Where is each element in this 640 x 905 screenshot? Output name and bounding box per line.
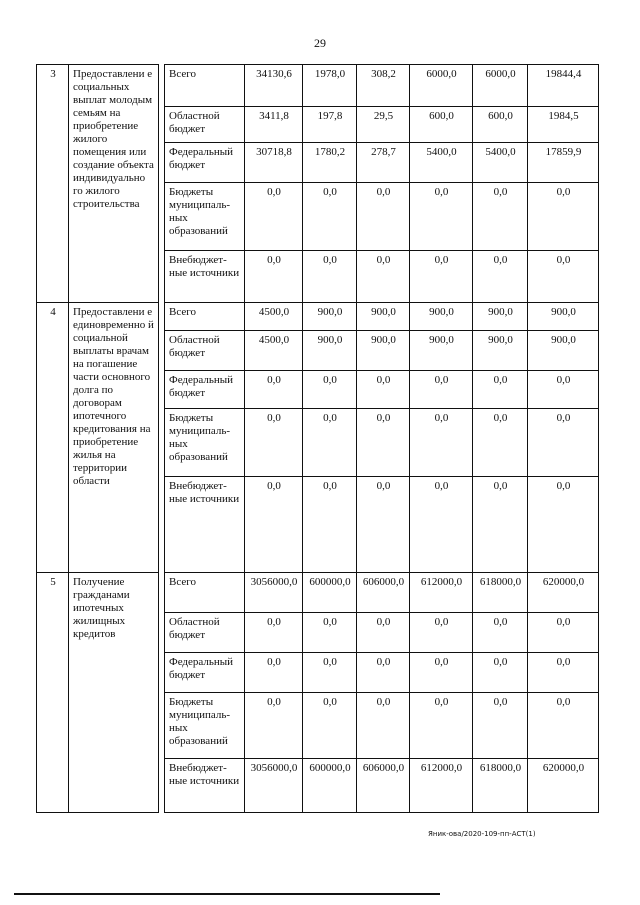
measure-name: Предоставлени е социальных выплат молодым семьям на приобретение жилого помещения или создание объекта индивидуально го жилого строительства [69, 65, 159, 303]
amount-cell: 0,0 [410, 409, 473, 477]
amount-cell: 620000,0 [528, 759, 599, 813]
amount-cell: 3056000,0 [245, 759, 303, 813]
amount-cell: 606000,0 [357, 573, 410, 613]
funding-source: Всего [165, 573, 245, 613]
amount-cell: 0,0 [245, 183, 303, 251]
table-row [37, 573, 599, 613]
amount-cell: 0,0 [357, 477, 410, 573]
amount-cell: 900,0 [357, 303, 410, 331]
amount-cell: 0,0 [357, 653, 410, 693]
amount-cell: 0,0 [357, 371, 410, 409]
funding-source: Внебюджет-ные источники [165, 759, 245, 813]
page-number: 29 [314, 36, 326, 50]
funding-source: Всего [165, 303, 245, 331]
funding-source: Внебюджет-ные источники [165, 477, 245, 573]
amount-cell: 0,0 [245, 653, 303, 693]
amount-cell: 900,0 [357, 331, 410, 371]
amount-cell: 0,0 [357, 183, 410, 251]
amount-cell: 1984,5 [528, 107, 599, 143]
amount-cell: 0,0 [245, 251, 303, 303]
amount-cell: 1780,2 [303, 143, 357, 183]
amount-cell: 0,0 [245, 409, 303, 477]
funding-source: Федеральный бюджет [165, 653, 245, 693]
amount-cell: 618000,0 [473, 573, 528, 613]
amount-cell: 0,0 [528, 409, 599, 477]
amount-cell: 612000,0 [410, 573, 473, 613]
amount-cell: 900,0 [410, 303, 473, 331]
amount-cell: 0,0 [410, 477, 473, 573]
funding-source: Бюджеты муниципаль-ных образований [165, 409, 245, 477]
amount-cell: 29,5 [357, 107, 410, 143]
row-number: 5 [37, 573, 69, 813]
amount-cell: 0,0 [528, 613, 599, 653]
amount-cell: 0,0 [410, 653, 473, 693]
amount-cell: 900,0 [303, 331, 357, 371]
amount-cell: 6000,0 [410, 65, 473, 107]
amount-cell: 0,0 [303, 693, 357, 759]
amount-cell: 0,0 [473, 183, 528, 251]
amount-cell: 0,0 [410, 371, 473, 409]
amount-cell: 0,0 [528, 183, 599, 251]
amount-cell: 0,0 [303, 371, 357, 409]
funding-source: Областной бюджет [165, 331, 245, 371]
funding-source: Бюджеты муниципаль-ных образований [165, 183, 245, 251]
amount-cell: 600,0 [410, 107, 473, 143]
funding-source: Областной бюджет [165, 613, 245, 653]
amount-cell: 0,0 [303, 251, 357, 303]
amount-cell: 0,0 [473, 251, 528, 303]
amount-cell: 0,0 [245, 613, 303, 653]
funding-source: Федеральный бюджет [165, 371, 245, 409]
amount-cell: 0,0 [410, 183, 473, 251]
amount-cell: 0,0 [357, 613, 410, 653]
amount-cell: 0,0 [473, 693, 528, 759]
amount-cell: 900,0 [528, 331, 599, 371]
amount-cell: 0,0 [303, 409, 357, 477]
amount-cell: 0,0 [528, 693, 599, 759]
row-number: 4 [37, 303, 69, 573]
amount-cell: 0,0 [303, 613, 357, 653]
amount-cell: 3411,8 [245, 107, 303, 143]
amount-cell: 0,0 [410, 693, 473, 759]
funding-source: Бюджеты муниципаль-ных образований [165, 693, 245, 759]
funding-source: Внебюджет-ные источники [165, 251, 245, 303]
funding-source: Областной бюджет [165, 107, 245, 143]
amount-cell: 197,8 [303, 107, 357, 143]
amount-cell: 30718,8 [245, 143, 303, 183]
amount-cell: 0,0 [303, 653, 357, 693]
amount-cell: 900,0 [410, 331, 473, 371]
amount-cell: 0,0 [410, 251, 473, 303]
amount-cell: 0,0 [245, 371, 303, 409]
amount-cell: 0,0 [528, 371, 599, 409]
amount-cell: 0,0 [473, 653, 528, 693]
amount-cell: 0,0 [473, 613, 528, 653]
amount-cell: 900,0 [473, 303, 528, 331]
measure-name: Предоставлени е единовременно й социальной выплаты врачам на погашение части основного долга по договорам ипотечного кредитования на приобретение жилья на территории области [69, 303, 159, 573]
amount-cell: 4500,0 [245, 303, 303, 331]
amount-cell: 600000,0 [303, 573, 357, 613]
amount-cell: 0,0 [528, 251, 599, 303]
amount-cell: 0,0 [303, 477, 357, 573]
amount-cell: 0,0 [528, 653, 599, 693]
table-row [37, 65, 599, 107]
amount-cell: 0,0 [245, 693, 303, 759]
amount-cell: 606000,0 [357, 759, 410, 813]
amount-cell: 600000,0 [303, 759, 357, 813]
amount-cell: 3056000,0 [245, 573, 303, 613]
amount-cell: 600,0 [473, 107, 528, 143]
amount-cell: 0,0 [473, 409, 528, 477]
amount-cell: 278,7 [357, 143, 410, 183]
document-code: Яник-ова/2020-109-пп-АСТ(1) [428, 830, 536, 838]
amount-cell: 0,0 [473, 477, 528, 573]
amount-cell: 308,2 [357, 65, 410, 107]
amount-cell: 6000,0 [473, 65, 528, 107]
amount-cell: 0,0 [528, 477, 599, 573]
row-number: 3 [37, 65, 69, 303]
amount-cell: 900,0 [528, 303, 599, 331]
amount-cell: 900,0 [473, 331, 528, 371]
amount-cell: 0,0 [357, 409, 410, 477]
amount-cell: 4500,0 [245, 331, 303, 371]
amount-cell: 612000,0 [410, 759, 473, 813]
amount-cell: 618000,0 [473, 759, 528, 813]
amount-cell: 620000,0 [528, 573, 599, 613]
amount-cell: 0,0 [357, 251, 410, 303]
amount-cell: 5400,0 [473, 143, 528, 183]
amount-cell: 34130,6 [245, 65, 303, 107]
amount-cell: 900,0 [303, 303, 357, 331]
funding-source: Федеральный бюджет [165, 143, 245, 183]
amount-cell: 0,0 [473, 371, 528, 409]
amount-cell: 17859,9 [528, 143, 599, 183]
amount-cell: 19844,4 [528, 65, 599, 107]
funding-source: Всего [165, 65, 245, 107]
amount-cell: 0,0 [303, 183, 357, 251]
amount-cell: 0,0 [245, 477, 303, 573]
table-row [37, 303, 599, 331]
amount-cell: 5400,0 [410, 143, 473, 183]
bottom-rule [14, 893, 440, 895]
amount-cell: 1978,0 [303, 65, 357, 107]
measure-name: Получение гражданами ипотечных жилищных кредитов [69, 573, 159, 813]
amount-cell: 0,0 [357, 693, 410, 759]
amount-cell: 0,0 [410, 613, 473, 653]
budget-table [36, 64, 599, 813]
